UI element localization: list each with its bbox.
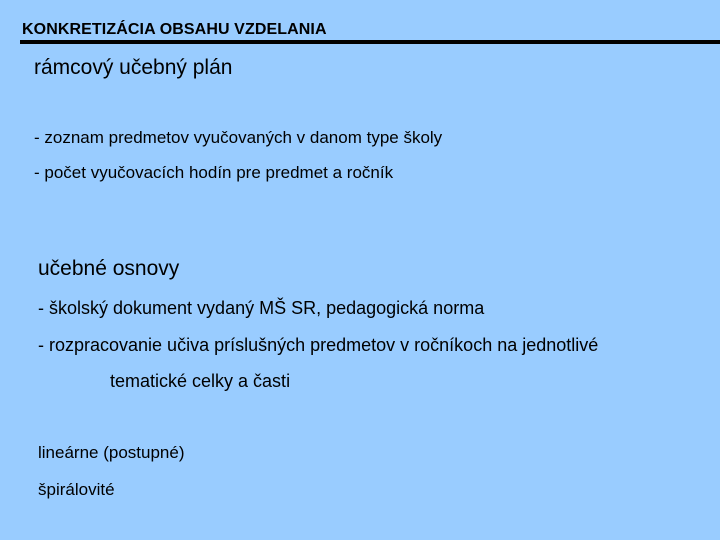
section-heading-curricula: učebné osnovy bbox=[38, 257, 180, 280]
slide-title: KONKRETIZÁCIA OBSAHU VZDELANIA bbox=[22, 21, 327, 38]
framework-plan-item-subjects: - zoznam predmetov vyučovaných v danom type školy bbox=[34, 128, 443, 147]
curricula-item-elaboration-continued: tematické celky a časti bbox=[110, 371, 291, 391]
curricula-item-elaboration: - rozpracovanie učiva príslušných predmetov v ročníkoch na jednotlivé bbox=[38, 335, 599, 355]
term-spiral: špirálovité bbox=[38, 480, 115, 499]
curricula-item-document: - školský dokument vydaný MŠ SR, pedagogická norma bbox=[38, 298, 485, 318]
term-linear: lineárne (postupné) bbox=[38, 443, 185, 462]
framework-plan-item-hours: - počet vyučovacích hodín pre predmet a ročník bbox=[34, 163, 394, 182]
title-underline bbox=[20, 40, 720, 44]
section-heading-framework-plan: rámcový učebný plán bbox=[34, 56, 233, 79]
